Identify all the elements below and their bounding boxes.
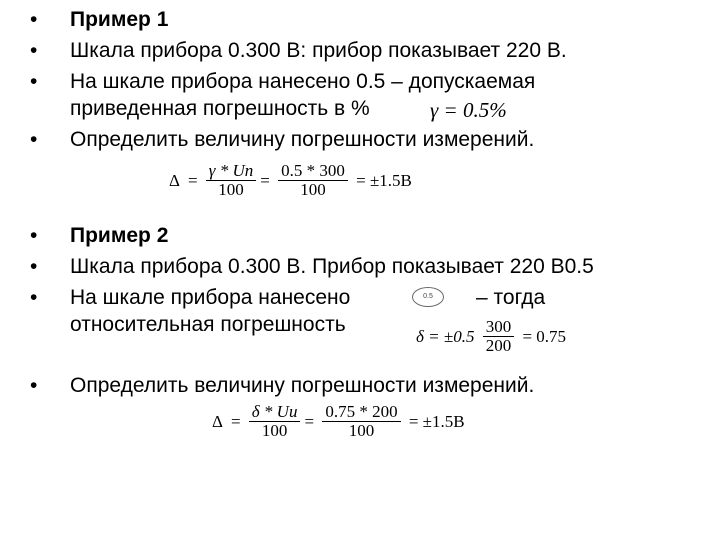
formula-result: = ±1.5B: [408, 411, 465, 431]
fraction-denominator: 100: [300, 180, 326, 199]
bullet: •: [30, 286, 38, 309]
formula-lhs: Δ: [169, 170, 180, 190]
example2-line3: относительная погрешность: [70, 313, 346, 336]
example1-title: Пример 1: [70, 8, 169, 31]
fraction-numerator: 0.75 * 200: [322, 403, 400, 422]
fraction: [322, 403, 400, 440]
bullet: •: [30, 255, 38, 278]
example1-line2: На шкале прибора нанесено 0.5 – допускаемая: [70, 70, 536, 93]
bullet: •: [30, 128, 38, 151]
fraction-denominator: 100: [348, 421, 375, 440]
example2-error-formula: Δ = $\frac{\delta * Uu}{100}$ = $\frac{0.75 * 200}{100}$ = ±1.5B: [208, 403, 469, 440]
example1-line4: Определить величину погрешности измерений.: [70, 128, 535, 151]
example2-line1: Шкала прибора 0.300 В. Прибор показывает 220 В0.5: [70, 255, 594, 278]
fraction: [483, 318, 515, 355]
example2-line2b: – тогда: [476, 286, 546, 309]
formula-result: = 0.75: [522, 326, 567, 346]
bullet: •: [30, 374, 38, 397]
fraction-numerator: 0.5 * 300: [278, 162, 348, 181]
relative-error-formula: [412, 318, 570, 355]
fraction: [278, 162, 348, 199]
scale-class-mark: 0.5: [412, 287, 444, 307]
example1-line1: Шкала прибора 0.300 В: прибор показывает 220 В.: [70, 39, 567, 62]
example1-error-formula: Δ = $\frac{\gamma * Un}{100}$ = $\frac{0.5 * 300}{100}$ = ±1.5B: [165, 162, 416, 199]
example2-line4: Определить величину погрешности измерений.: [70, 374, 535, 397]
fraction-denominator: 100: [218, 180, 244, 199]
gamma-formula: γ = 0.5%: [430, 98, 507, 122]
fraction-denominator: 200: [485, 336, 512, 355]
formula-result: = ±1.5B: [356, 170, 412, 190]
example2-line2a: На шкале прибора нанесено: [70, 286, 351, 309]
fraction-denominator: 100: [261, 421, 288, 440]
fraction-numerator: γ * Un: [206, 162, 256, 181]
formula-lhs: δ = ±0.5: [416, 326, 475, 346]
bullet: •: [30, 70, 38, 93]
bullet: •: [30, 39, 38, 62]
fraction-numerator: 300: [483, 318, 515, 337]
bullet: •: [30, 8, 38, 31]
example2-title: Пример 2: [70, 224, 169, 247]
fraction: [249, 403, 301, 440]
formula-lhs: Δ: [212, 411, 223, 431]
fraction: [206, 162, 256, 199]
bullet: •: [30, 224, 38, 247]
example1-line3: приведенная погрешность в %: [70, 97, 370, 120]
fraction-numerator: δ * Uu: [249, 403, 301, 422]
